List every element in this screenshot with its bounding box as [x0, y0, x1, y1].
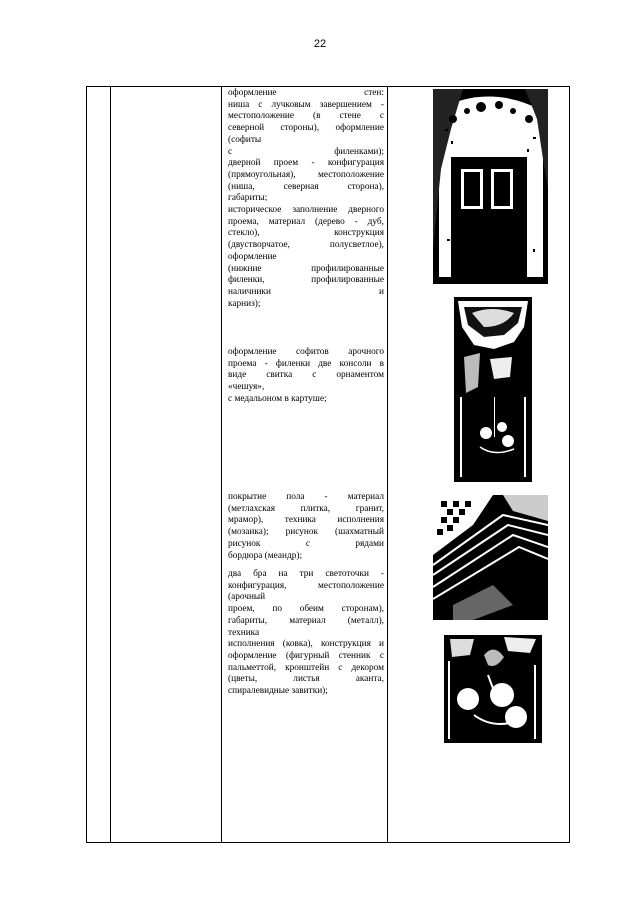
description-line: (двустворчатое, полусветлое),	[228, 240, 384, 251]
description-line: покрытие пола - материал	[228, 492, 384, 502]
description-floor	[228, 492, 384, 562]
description-line: исполнения (ковка), конструкция и	[228, 639, 384, 650]
description-line: проема, материал (дерево - дуб,	[228, 216, 384, 227]
photo-sconce	[444, 635, 542, 743]
description-line: «чешуя»,	[228, 382, 265, 393]
description-line: оформление стен:	[228, 88, 384, 98]
description-line: северной стороны), оформление	[228, 123, 384, 134]
description-line: оформление	[228, 251, 277, 262]
description-sconces	[228, 569, 384, 698]
description-line: спиралевидные завитки);	[228, 686, 328, 697]
description-walls	[228, 88, 384, 310]
description-line: техника	[228, 627, 260, 638]
description-line: два бра на три светоточки -	[228, 569, 384, 579]
description-line: виде свитка с орнаментом	[228, 370, 384, 381]
description-line: (цветы, листья аканта,	[228, 674, 384, 685]
description-line: габариты, материал (металл),	[228, 615, 384, 626]
description-line: ниша с лучковым завершением -	[228, 99, 384, 110]
description-line: (арочный	[228, 592, 266, 603]
description-line: проем, по обеим сторонам),	[228, 604, 384, 615]
photo-door-niche	[433, 89, 548, 284]
description-line: наличники и	[228, 286, 384, 297]
description-line: карниз);	[228, 298, 261, 309]
description-line: (ниша, северная сторона),	[228, 181, 384, 192]
description-line: мрамор), техника исполнения	[228, 515, 384, 526]
description-line: рисунок с рядами	[228, 538, 384, 549]
description-line: (метлахская плитка, гранит,	[228, 503, 384, 514]
column-divider	[387, 87, 388, 842]
heritage-table	[86, 86, 570, 843]
description-line: габариты;	[228, 193, 268, 204]
description-line: филенки, профилированные	[228, 275, 384, 286]
description-line: оформление софитов арочного	[228, 347, 384, 357]
description-line: проема - филенки две консоли в	[228, 358, 384, 369]
column-divider	[110, 87, 111, 842]
description-line: пальметтой, кронштейн с декором	[228, 662, 384, 673]
description-line: (софиты	[228, 134, 262, 145]
description-line: бордюра (меандр);	[228, 550, 303, 561]
photo-floor-mosaic	[433, 495, 548, 620]
description-line: местоположение (в стене с	[228, 111, 384, 122]
description-line: (нижние профилированные	[228, 263, 384, 274]
description-line: оформление (фигурный стенник с	[228, 650, 384, 661]
description-line: с медальоном в картуше;	[228, 393, 327, 404]
column-divider	[221, 87, 222, 842]
description-line: стекло), конструкция	[228, 228, 384, 239]
photo-arch-soffit	[454, 297, 532, 482]
description-line: конфигурация, местоположение	[228, 580, 384, 591]
description-line: дверной проем - конфигурация	[228, 158, 384, 169]
page-number: 22	[313, 38, 327, 50]
description-line: (мозаика); рисунок (шахматный	[228, 527, 384, 538]
description-line: (прямоугольная), местоположение	[228, 169, 384, 180]
description-arch	[228, 347, 384, 406]
description-line: историческое заполнение дверного	[228, 205, 384, 216]
description-line: с филенками);	[228, 146, 384, 157]
